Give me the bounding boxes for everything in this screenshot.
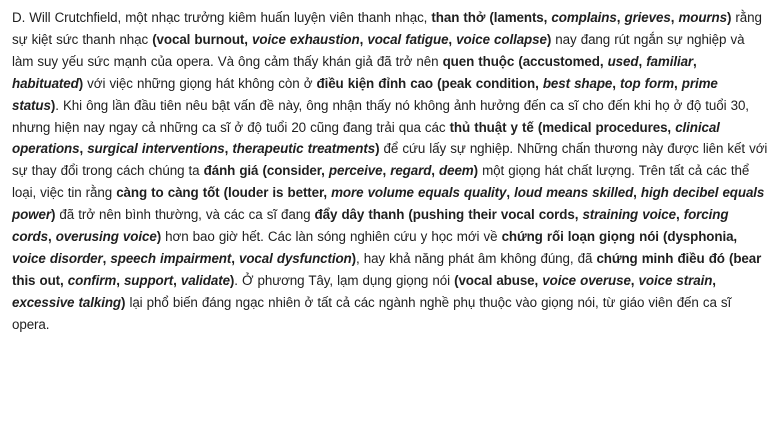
bold-term: ,: [231, 250, 239, 266]
bold-term: thủ thuật y tế (medical procedures,: [449, 119, 676, 135]
bold-term: ,: [116, 272, 124, 288]
bold-italic-synonym: deem: [439, 163, 474, 179]
bold-term: ,: [359, 31, 368, 47]
text-run: , hay khả năng phát âm không đúng, đã: [356, 250, 597, 266]
bold-term: ): [229, 272, 235, 288]
bold-italic-synonym: therapeutic treatments: [232, 141, 376, 157]
bold-term: ): [546, 31, 552, 47]
bold-term: (vocal abuse,: [454, 272, 543, 288]
bold-italic-synonym: voice collapse: [456, 31, 547, 47]
bold-term: càng to càng tốt (louder is better,: [116, 185, 332, 201]
bold-term: ,: [224, 141, 233, 157]
bold-term: ,: [173, 272, 181, 288]
bold-italic-synonym: loud means skilled: [514, 185, 634, 201]
text-run: nay đang rút ngắn sự nghiệp và làm suy yếu sức mạnh của opera. Và ông cảm thấy khán giả đã trở nên: [12, 31, 745, 69]
bold-term: ,: [102, 250, 111, 266]
bold-term: ): [375, 141, 380, 157]
bold-italic-synonym: straining voice: [582, 207, 676, 223]
bold-italic-synonym: best shape: [542, 75, 613, 91]
bold-italic-synonym: used: [607, 53, 639, 69]
bold-italic-synonym: confirm: [67, 272, 117, 288]
bold-italic-synonym: more volume equals quality: [331, 185, 507, 201]
bold-term: quen thuộc (accustomed,: [442, 53, 608, 69]
bold-term: ,: [633, 185, 641, 201]
bold-term: ,: [448, 31, 457, 47]
bold-italic-synonym: overusing voice: [55, 229, 157, 245]
text-run: lại phổ biến đáng ngạc nhiên ở tất cả các ngành nghề phụ thuộc vào giọng nói, từ giáo viên đến ca sĩ opera.: [12, 294, 732, 332]
bold-term: ,: [612, 75, 621, 91]
bold-term: ,: [670, 10, 679, 25]
bold-italic-synonym: support: [123, 272, 174, 288]
bold-italic-synonym: excessive talking: [12, 294, 121, 310]
bold-term: ,: [616, 10, 625, 25]
bold-italic-synonym: speech impairment: [110, 250, 232, 266]
bold-term: chứng rối loạn giọng nói (dysphonia,: [501, 229, 738, 245]
text-run: với việc những giọng hát không còn ở: [83, 75, 317, 91]
bold-italic-synonym: top form: [620, 75, 675, 91]
bold-term: đánh giá (consider,: [203, 163, 329, 179]
bold-term: chứng minh điều đó (bear this out,: [12, 250, 762, 288]
text-run: D. Will Crutchfield, một nhạc trưởng kiêm huấn luyện viên thanh nhạc,: [12, 10, 432, 25]
bold-italic-synonym: validate: [180, 272, 230, 288]
bold-term: ): [156, 229, 162, 245]
text-run: . Ở phương Tây, lạm dụng giọng nói: [234, 272, 455, 288]
bold-term: than thở (laments,: [431, 10, 552, 25]
bold-term: ): [120, 294, 126, 310]
text-run: để cứu lấy sự nghiệp. Những chấn thương này được liên kết với sự thay đổi trong cách chúng ta: [12, 141, 768, 179]
paragraph: [12, 7, 768, 336]
bold-italic-synonym: grieves: [624, 10, 671, 25]
bold-term: ,: [382, 163, 391, 179]
bold-italic-synonym: habituated: [12, 75, 79, 91]
bold-term: ): [726, 10, 732, 25]
bold-term: ,: [630, 272, 639, 288]
bold-italic-synonym: voice strain: [638, 272, 713, 288]
bold-italic-synonym: complains: [551, 10, 617, 25]
bold-term: (vocal burnout,: [152, 31, 253, 47]
text-run: . Khi ông lần đầu tiên nêu bật vấn đề này, ông nhận thấy nó không ảnh hưởng đến ca sĩ cho đến khi họ ở độ tuổi 30, nhưng hiện nay ngay cả những ca sĩ ở độ tuổi 20 cũng đang trải qua các: [12, 97, 749, 135]
bold-italic-synonym: clinical operations: [12, 119, 720, 157]
bold-term: ): [351, 250, 356, 266]
bold-term: ,: [675, 207, 684, 223]
bold-italic-synonym: surgical interventions: [87, 141, 225, 157]
bold-term: điều kiện đỉnh cao (peak condition,: [316, 75, 543, 91]
bold-term: ,: [506, 185, 515, 201]
bold-italic-synonym: familiar: [646, 53, 694, 69]
bold-term: ): [50, 97, 56, 113]
text-run: hơn bao giờ hết. Các làn sóng nghiên cứu y học mới về: [161, 229, 502, 245]
bold-term: ,: [638, 53, 647, 69]
bold-term: ,: [47, 229, 56, 245]
bold-term: ): [473, 163, 478, 179]
bold-italic-synonym: perceive: [328, 163, 383, 179]
bold-term: ,: [693, 53, 697, 69]
bold-italic-synonym: vocal dysfunction: [239, 250, 352, 266]
bold-italic-synonym: high decibel equals power: [12, 185, 765, 223]
bold-term: đẩy dây thanh (pushing their vocal cords,: [314, 207, 583, 223]
bold-term: ): [78, 75, 84, 91]
bold-term: ,: [79, 141, 88, 157]
bold-term: ): [50, 207, 56, 223]
bold-italic-synonym: voice exhaustion: [252, 31, 360, 47]
bold-italic-synonym: vocal fatigue: [367, 31, 449, 47]
bold-italic-synonym: voice disorder: [12, 250, 103, 266]
bold-italic-synonym: mourns: [678, 10, 727, 25]
bold-italic-synonym: prime status: [12, 75, 718, 113]
bold-term: ,: [674, 75, 682, 91]
text-run: một giọng hát chất lượng. Trên tất cả các thể loại, việc tin rằng: [12, 163, 750, 201]
bold-italic-synonym: regard: [390, 163, 432, 179]
text-run: đã trở nên bình thường, và các ca sĩ đang: [55, 207, 315, 223]
bold-italic-synonym: forcing cords: [12, 207, 729, 245]
text-run: rằng sự kiệt sức thanh nhạc: [12, 10, 762, 47]
bold-term: ,: [712, 272, 716, 288]
bold-italic-synonym: voice overuse: [542, 272, 631, 288]
bold-term: ,: [431, 163, 440, 179]
